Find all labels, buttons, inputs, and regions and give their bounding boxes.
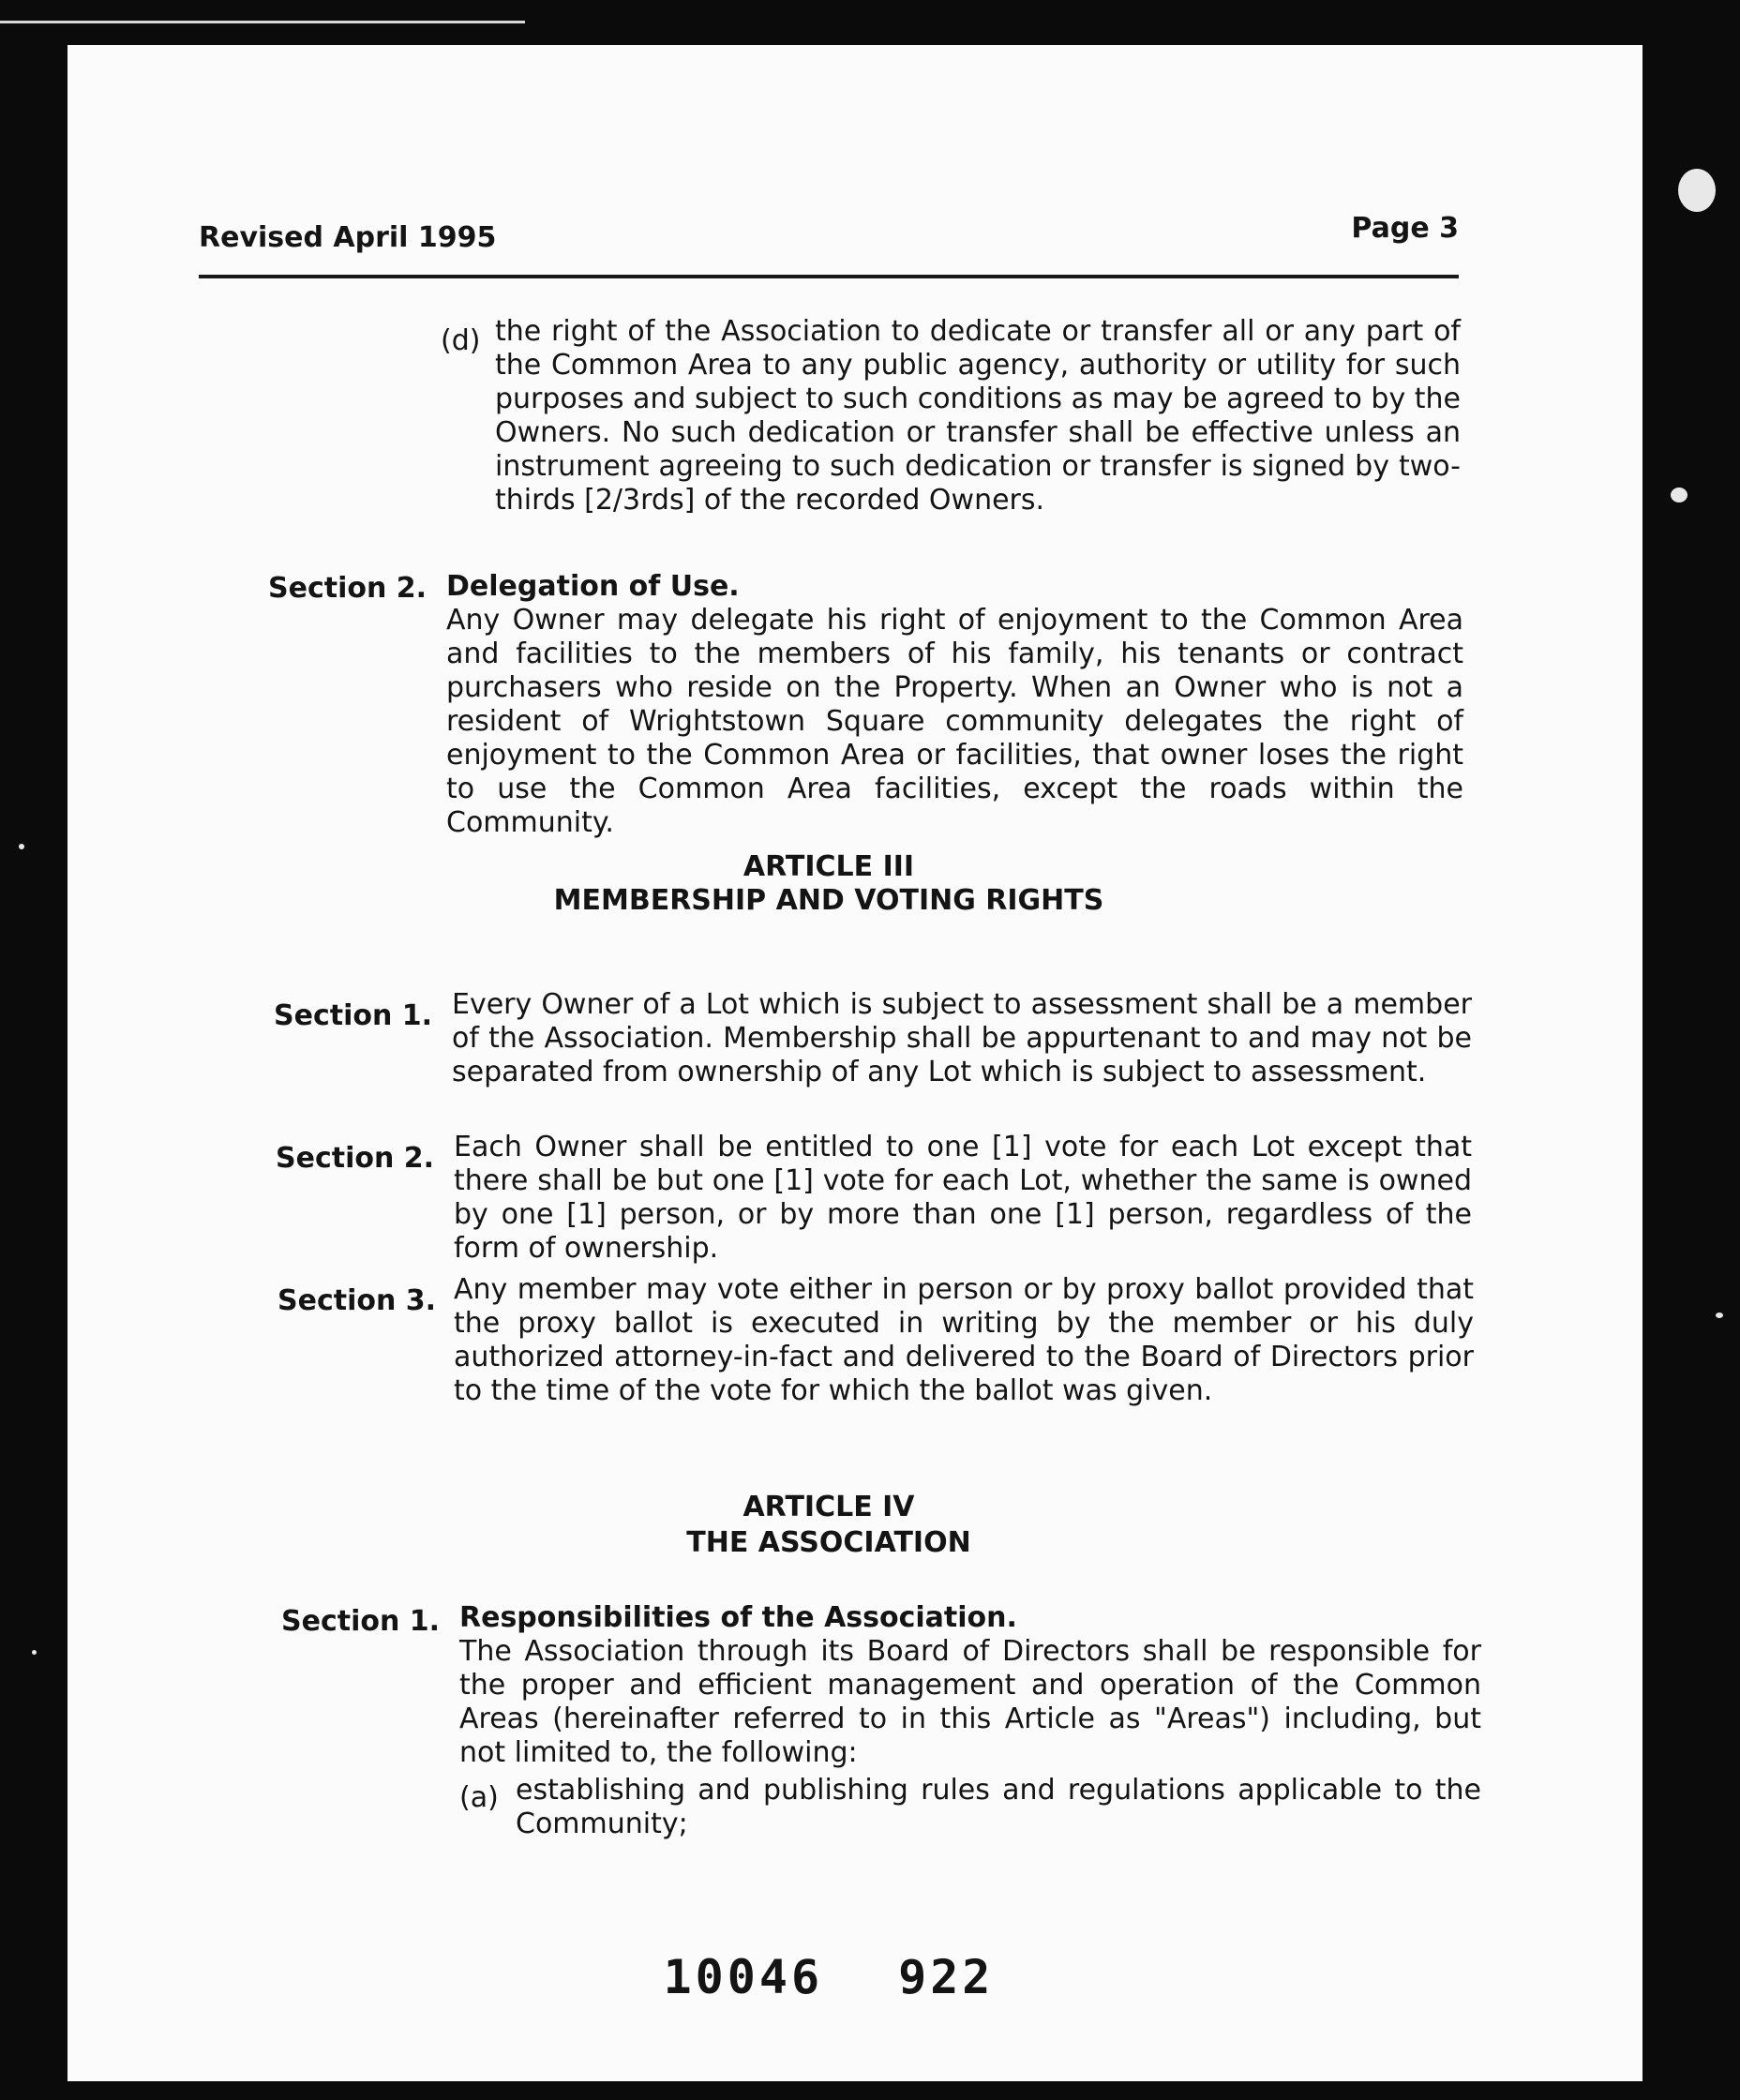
- article-title: MEMBERSHIP AND VOTING RIGHTS: [553, 884, 1104, 917]
- section-text: Every Owner of a Lot which is subject to assessment shall be a member of the Association. Membership shall be appurtenant to and may not be separated from ownership of any Lot which is subject to assessment.: [452, 988, 1472, 1088]
- section-title: Delegation of Use.: [446, 570, 740, 603]
- section-label: Section 2.: [276, 1142, 435, 1175]
- scan-speck: [32, 1650, 37, 1655]
- item-a-marker: (a): [459, 1781, 499, 1814]
- scan-speck: [1716, 1312, 1723, 1318]
- page-number: Page 3: [1351, 212, 1459, 245]
- section-text: The Association through its Board of Directors shall be responsible for the proper and efficient management and operation of the Common Areas (hereinafter referred to in this Article as "Areas") including, but not limited to, the following:: [459, 1635, 1481, 1769]
- section-label: Section 1.: [281, 1605, 441, 1638]
- section-text: Any Owner may delegate his right of enjoyment to the Common Area and facilities to the members of his family, his tenants or contract purchasers who reside on the Property. When an Owner who is not a resident of Wrightstown Square community delegates the right of enjoyment to the Common Area or facilities, that owner loses the right to use the Common Area facilities, except the roads within the Community.: [446, 604, 1463, 839]
- article-title: THE ASSOCIATION: [686, 1526, 971, 1559]
- book-page-number: 922: [898, 1950, 995, 2004]
- header-rule: [199, 275, 1459, 278]
- recording-number: [199, 1950, 1459, 2004]
- scan-speck: [1678, 169, 1716, 212]
- item-d-text: the right of the Association to dedicate or transfer all or any part of the Common Area to any public agency, authority or utility for such purposes and subject to such conditions as may be agreed to by the Owners. No such dedication or transfer shall be effective unless an instrument agreeing to such dedication or transfer is signed by two-thirds [2/3rds] of the recorded Owners.: [495, 315, 1461, 517]
- article-number: ARTICLE III: [742, 850, 915, 883]
- section-label: Section 3.: [278, 1284, 437, 1317]
- section-label: Section 1.: [274, 999, 433, 1032]
- section-title: Responsibilities of the Association.: [459, 1601, 1017, 1634]
- book-number: 10046: [663, 1950, 824, 2004]
- scan-artifact-line: [0, 21, 525, 23]
- scan-speck: [19, 844, 24, 849]
- section-text: Each Owner shall be entitled to one [1] vote for each Lot except that there shall be but one [1] vote for each Lot, whether the same is owned by one [1] person, or by more than one [1] person, regardless of the form of ownership.: [454, 1131, 1472, 1265]
- item-d-marker: (d): [441, 324, 481, 357]
- section-label: Section 2.: [268, 572, 428, 605]
- item-a-text: establishing and publishing rules and regulations applicable to the Community;: [516, 1774, 1481, 1840]
- revision-date: Revised April 1995: [199, 221, 497, 254]
- scan-speck: [1671, 488, 1688, 502]
- article-number: ARTICLE IV: [742, 1491, 915, 1523]
- page-header: [199, 176, 1459, 270]
- section-text: Any member may vote either in person or by proxy ballot provided that the proxy ballot is executed in writing by the member or his duly authorized attorney-in-fact and delivered to the Board of Directors prior to the time of the vote for which the ballot was given.: [454, 1273, 1474, 1407]
